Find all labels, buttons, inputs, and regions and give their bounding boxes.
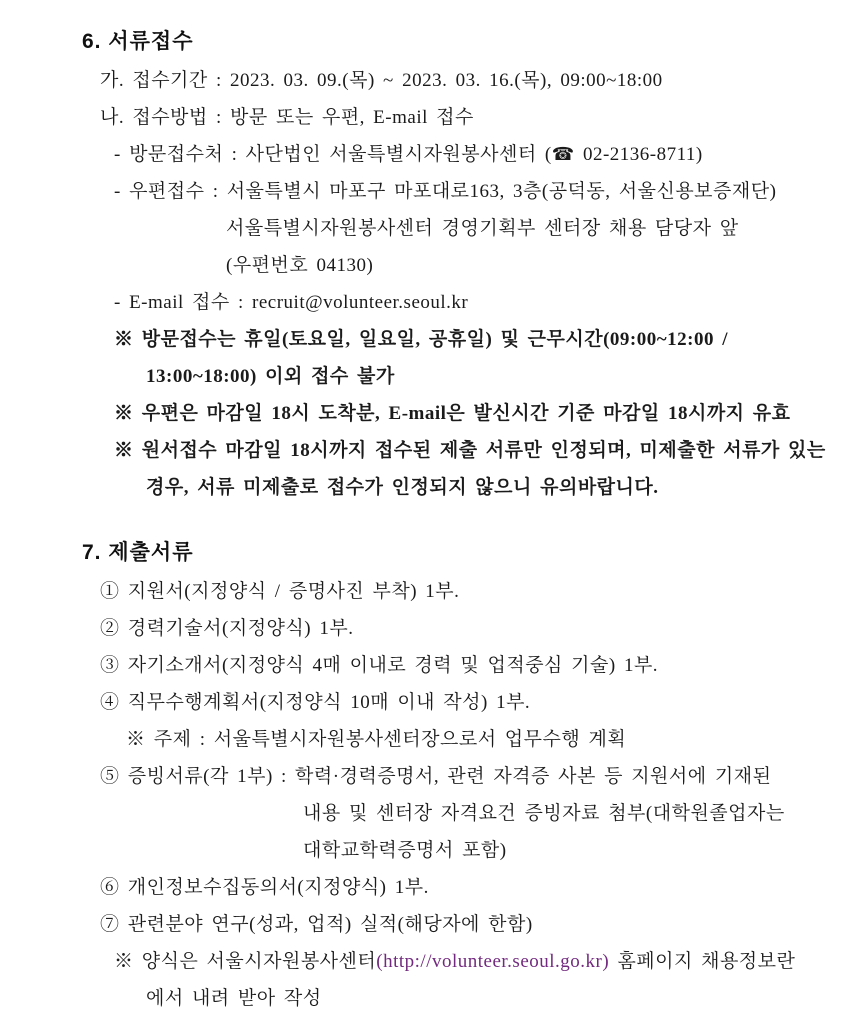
website-link[interactable]: (http://volunteer.seoul.go.kr)	[376, 951, 610, 972]
document-item-4: ④ 직무수행계획서(지정양식 10매 이내 작성) 1부.	[100, 692, 531, 713]
document-item-2: ② 경력기술서(지정양식) 1부.	[100, 618, 354, 639]
document-item-4-topic-note: ※ 주제 : 서울특별시자원봉사센터장으로서 업무수행 계획	[126, 729, 627, 750]
reception-method-line: 나. 접수방법 : 방문 또는 우편, E-mail 접수	[100, 107, 474, 128]
document-item-6: ⑥ 개인정보수집동의서(지정양식) 1부.	[100, 877, 429, 898]
deadline-note: ※ 우편은 마감일 18시 도착분, E-mail은 발신시간 기준 마감일 18시까지 유효	[114, 403, 791, 424]
postal-address-continuation: 서울특별시자원봉사센터 경영기획부 센터장 채용 담당자 앞	[226, 218, 739, 239]
form-download-note-suffix: 홈페이지 채용정보란	[609, 951, 796, 972]
email-address: recruit@volunteer.seoul.kr	[252, 292, 469, 313]
reception-period-line: 가. 접수기간 : 2023. 03. 09.(목) ~ 2023. 03. 16.(목), 09:00~18:00	[100, 70, 663, 91]
section6-heading: 6. 서류접수	[82, 30, 194, 53]
document-item-5: ⑤ 증빙서류(각 1부) : 학력·경력증명서, 관련 자격증 사본 등 지원서에 기재된	[100, 766, 772, 787]
submission-validity-note-line2: 경우, 서류 미제출로 접수가 인정되지 않으니 유의바랍니다.	[146, 477, 659, 498]
document-item-7: ⑦ 관련분야 연구(성과, 업적) 실적(해당자에 한함)	[100, 914, 533, 935]
form-download-note-line1	[0, 943, 850, 980]
visit-hours-note-line2: 13:00~18:00) 이외 접수 불가	[146, 366, 395, 387]
form-download-note-prefix: ※ 양식은 서울시자원봉사센터	[114, 951, 377, 972]
submission-validity-note-line1: ※ 원서접수 마감일 18시까지 접수된 제출 서류만 인정되며, 미제출한 서류가 있는	[114, 440, 826, 461]
postal-reception-line: - 우편접수 : 서울특별시 마포구 마포대로163, 3층(공덕동, 서울신용보증재단)	[114, 181, 777, 202]
email-reception-label: - E-mail 접수 :	[114, 292, 253, 313]
phone-number: 02-2136-8711)	[574, 144, 703, 165]
document-item-5-continuation-2: 대학교학력증명서 포함)	[303, 840, 507, 861]
postal-code-line: (우편번호 04130)	[226, 255, 374, 276]
visit-reception-text: - 방문접수처 : 사단법인 서울특별시자원봉사센터 (	[114, 144, 552, 165]
telephone-icon: ☎	[551, 144, 575, 164]
document-item-5-continuation-1: 내용 및 센터장 자격요건 증빙자료 첨부(대학원졸업자는	[303, 803, 785, 824]
document-item-3: ③ 자기소개서(지정양식 4매 이내로 경력 및 업적중심 기술) 1부.	[100, 655, 659, 676]
visit-reception-line	[0, 136, 850, 173]
section7-heading: 7. 제출서류	[82, 541, 194, 564]
form-download-note-line2: 에서 내려 받아 작성	[146, 988, 322, 1009]
email-reception-line	[0, 284, 850, 321]
visit-hours-note-line1: ※ 방문접수는 휴일(토요일, 일요일, 공휴일) 및 근무시간(09:00~12:00 /	[114, 329, 728, 350]
document-item-1: ① 지원서(지정양식 / 증명사진 부착) 1부.	[100, 581, 460, 602]
